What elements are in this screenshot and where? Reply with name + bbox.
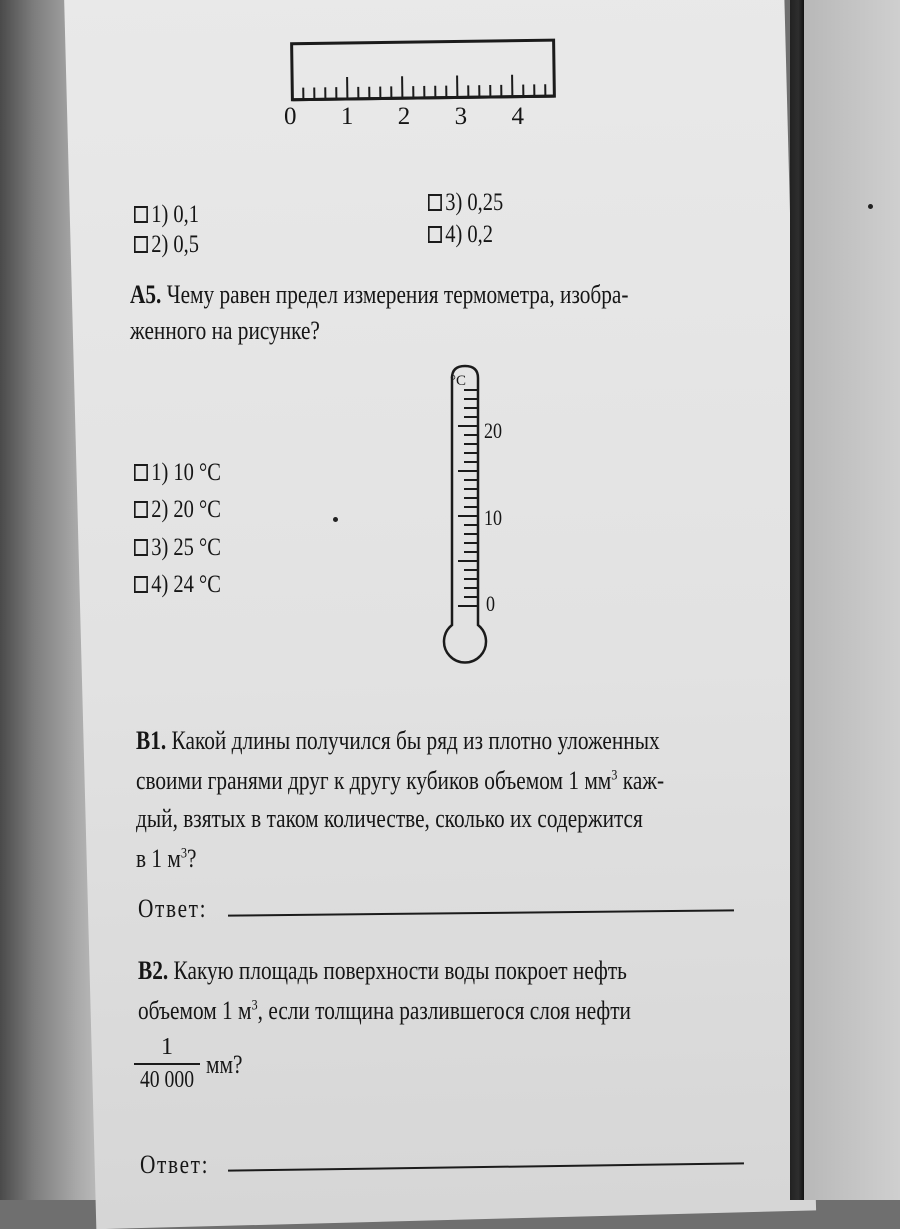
option-label: 2) 0,5 xyxy=(151,232,199,257)
b2-fraction-unit: мм? xyxy=(206,1052,242,1078)
ruler-label-1: 1 xyxy=(341,104,354,129)
ruler-label-4: 4 xyxy=(512,104,525,129)
thermometer-ticks xyxy=(458,390,478,606)
option-label: 4) 24 °С xyxy=(151,572,221,597)
b1-question-line2 xyxy=(136,768,664,794)
b1-line2-text: своими гранями друг к другу кубиков объемом 1 мм xyxy=(136,766,611,795)
superscript: 3 xyxy=(611,767,617,783)
b2-line2-tail: , если толщина разлившегося слоя нефти xyxy=(258,996,631,1025)
thermometer-unit: °С xyxy=(450,374,466,389)
option-label: 3) 0,25 xyxy=(445,190,503,215)
ruler-label-3: 3 xyxy=(455,104,468,129)
b1-answer-label: Ответ: xyxy=(138,896,207,922)
option-label: 1) 0,1 xyxy=(151,202,199,227)
thermometer-label-10: 10 xyxy=(484,507,502,529)
b2-number: В2. xyxy=(138,956,168,985)
b2-text: Какую площадь поверхности воды покроет нефть xyxy=(174,956,627,985)
option-label: 1) 10 °С xyxy=(151,460,221,485)
ruler-label-2: 2 xyxy=(398,104,411,129)
b2-question-line1 xyxy=(138,958,627,984)
b2-answer-label: Ответ: xyxy=(140,1152,209,1178)
b1-line4-text: в 1 м xyxy=(136,844,181,873)
a5-number: А5. xyxy=(130,280,161,309)
b1-number: В1. xyxy=(136,726,166,755)
b1-text: Какой длины получился бы ряд из плотно уложенных xyxy=(172,726,660,755)
thermometer-label-20: 20 xyxy=(484,420,502,442)
fraction-numerator: 1 xyxy=(134,1034,200,1061)
fraction-denominator: 40 000 xyxy=(140,1067,194,1094)
b1-question-line3: дый, взятых в таком количестве, сколько их содержится xyxy=(136,806,643,832)
a5-question-line2: женного на рисунке? xyxy=(130,318,320,344)
ruler-label-0: 0 xyxy=(284,104,297,129)
option-label: 4) 0,2 xyxy=(445,222,493,247)
b2-line2-text: объемом 1 м xyxy=(138,996,252,1025)
b1-question-line4 xyxy=(136,846,197,872)
b1-line4-tail: ? xyxy=(187,844,196,873)
option-label: 3) 25 °С xyxy=(151,535,221,560)
b2-question-line2 xyxy=(138,998,631,1024)
a5-text: Чему равен предел измерения термометра, изобра- xyxy=(167,280,629,309)
superscript: 3 xyxy=(252,997,258,1013)
b1-question-line1 xyxy=(136,728,660,754)
option-label: 2) 20 °С xyxy=(151,497,221,522)
thermometer-tube xyxy=(444,366,486,662)
thermometer-label-0: 0 xyxy=(486,593,495,615)
fraction-bar xyxy=(134,1063,200,1065)
b1-answer-field[interactable] xyxy=(228,909,734,916)
superscript: 3 xyxy=(181,845,187,861)
b1-line2-tail: каж- xyxy=(617,766,664,795)
b2-fraction xyxy=(134,1034,200,1094)
b2-answer-field[interactable] xyxy=(228,1162,744,1171)
